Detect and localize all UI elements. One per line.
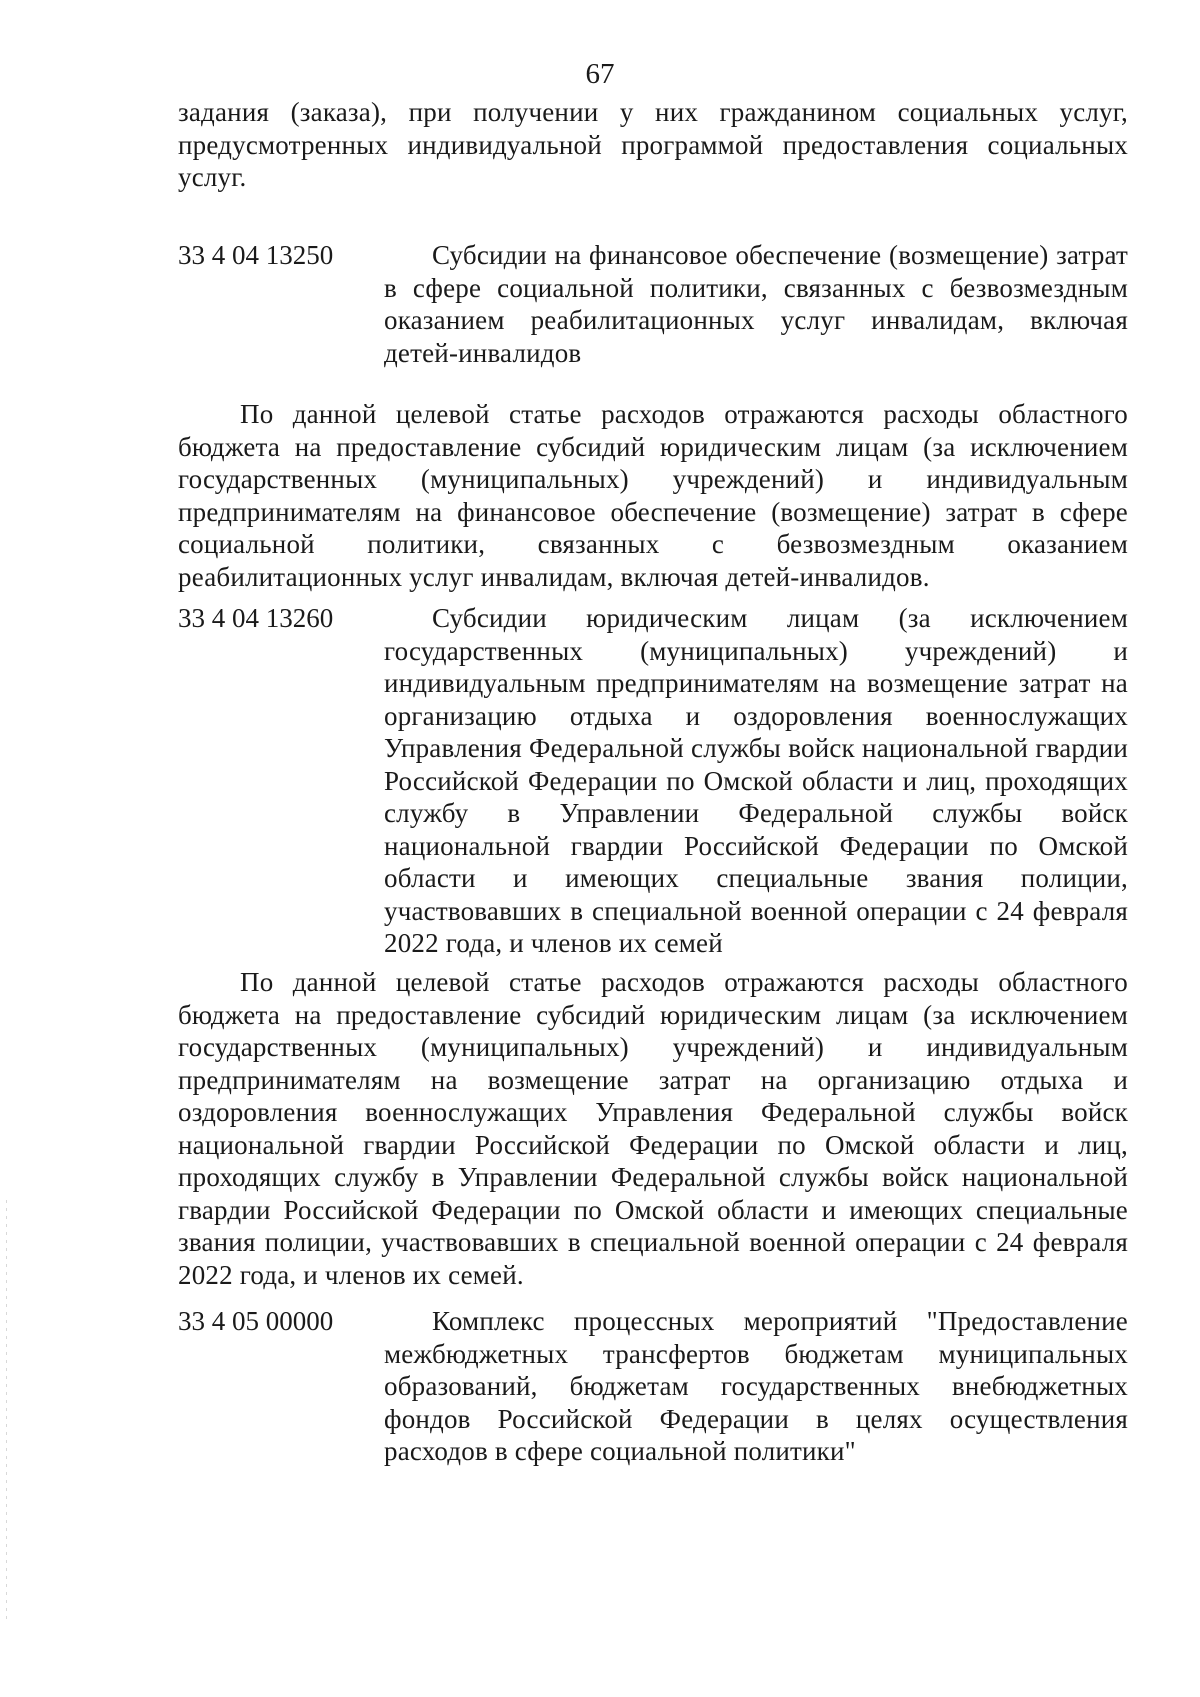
entry-title: Субсидии юридическим лицам (за исключением государственных (муниципальных) учреждений) и индивидуальным предпринимателям на возмещение затрат на организацию отдыха и оздоровления военнослужащих Управления Федеральной службы войск национальной гвардии Российской Федерации по Омской области и лиц, проходящих службу в Управлении Федеральной службы войск национальной гвардии Российской Федерации по Омской области и имеющих специальные звания полиции, участвовавших в специальной военной операции с 24 февраля 2022 года, и членов их семей — [384, 603, 1128, 958]
budget-code: 33 4 04 13260 — [178, 603, 334, 633]
budget-code: 33 4 04 13250 — [178, 240, 334, 270]
page-number: 67 — [585, 58, 615, 90]
entry-title: Комплекс процессных мероприятий "Предоставление межбюджетных трансфертов бюджетам муниципальных образований, бюджетам государственных внебюджетных фондов Российской Федерации в целях осуществления расходов в сфере социальной политики" — [384, 1306, 1128, 1466]
scan-edge-mark — [6, 1200, 7, 1620]
intro-paragraph: задания (заказа), при получении у них гражданином социальных услуг, предусмотренных индивидуальной программой предоставления социальных услуг. — [178, 97, 1128, 192]
entry-description: По данной целевой статье расходов отражаются расходы областного бюджета на предоставление субсидий юридическим лицам (за исключением государственных (муниципальных) учреждений) и индивидуальным предпринимателям на финансовое обеспечение (возмещение) затрат в сфере социальной политики, связанных с безвозмездным оказанием реабилитационных услуг инвалидам, включая детей-инвалидов. — [178, 399, 1128, 592]
entry-title: Субсидии на финансовое обеспечение (возмещение) затрат в сфере социальной политики, связанных с безвозмездным оказанием реабилитационных услуг инвалидам, включая детей-инвалидов — [384, 240, 1128, 368]
entry-description: По данной целевой статье расходов отражаются расходы областного бюджета на предоставление субсидий юридическим лицам (за исключением государственных (муниципальных) учреждений) и индивидуальным предпринимателям на возмещение затрат на организацию отдыха и оздоровления военнослужащих Управления Федеральной службы войск национальной гвардии Российской Федерации по Омской области и лиц, проходящих службу в Управлении Федеральной службы войск национальной гвардии Российской Федерации по Омской области и имеющих специальные звания полиции, участвовавших в специальной военной операции с 24 февраля 2022 года, и членов их семей. — [178, 967, 1128, 1290]
budget-code: 33 4 05 00000 — [178, 1306, 334, 1336]
